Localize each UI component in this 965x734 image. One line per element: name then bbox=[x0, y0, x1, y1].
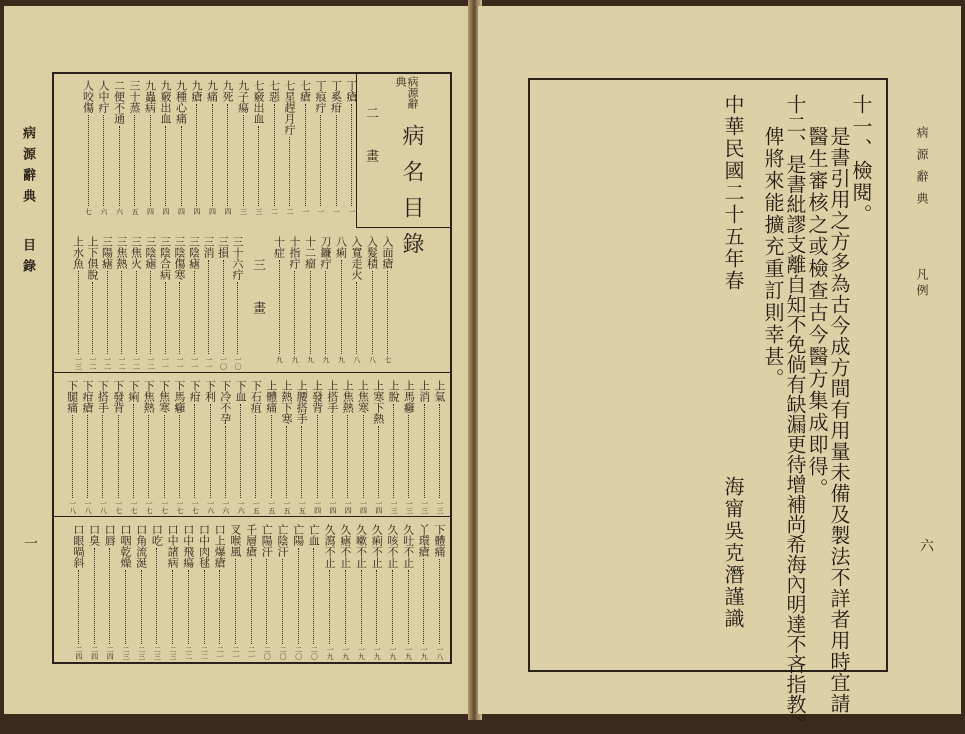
toc-leader-dots bbox=[251, 559, 252, 644]
toc-leader-dots bbox=[227, 104, 228, 206]
toc-page-number: 九 bbox=[337, 356, 346, 363]
toc-page-number: 九 bbox=[275, 356, 284, 363]
toc-page-number: 四 bbox=[208, 208, 217, 215]
toc-page-number: 一六 bbox=[221, 500, 230, 514]
toc-entry: 下疳 bbox=[188, 380, 202, 402]
toc-entry: 上下俱脫 bbox=[86, 236, 99, 280]
left-page bbox=[4, 6, 472, 714]
toc-page-number: 四 bbox=[193, 208, 201, 215]
toc-entry: 下馬癰 bbox=[172, 380, 186, 413]
toc-entry: 三焦火 bbox=[129, 236, 143, 269]
toc-page-number: 一〇 bbox=[234, 356, 242, 370]
toc-page-number: 二二 bbox=[184, 646, 193, 660]
toc-entry: 丁奚疳 bbox=[329, 80, 343, 113]
toc-entry: 口吃 bbox=[150, 524, 164, 546]
toc-page-number: 一三 bbox=[390, 500, 399, 514]
header-large-title: 病名目錄 bbox=[399, 124, 424, 268]
right-margin-title: 病源辭典 bbox=[915, 126, 929, 214]
toc-page-number: 二〇 bbox=[263, 646, 272, 660]
toc-leader-dots bbox=[119, 126, 120, 206]
toc-page-number: 二一 bbox=[216, 646, 225, 660]
toc-entry: 上馬癰 bbox=[402, 380, 416, 413]
toc-entry: 下焦寒 bbox=[157, 380, 171, 413]
toc-entry: 亡陽 bbox=[291, 524, 305, 546]
toc-entry: 三十六疔 bbox=[231, 236, 244, 280]
toc-leader-dots bbox=[439, 404, 440, 498]
toc-entry: 入寬走火 bbox=[350, 236, 363, 280]
right-margin-section: 凡例 bbox=[915, 268, 929, 300]
frame-divider-low bbox=[52, 516, 452, 517]
toc-page-number: 一九 bbox=[373, 646, 382, 660]
toc-page-number: 一五 bbox=[252, 500, 261, 514]
toc-entry: 入面瘡 bbox=[381, 236, 394, 269]
toc-page-number: 一六 bbox=[206, 500, 215, 514]
toc-leader-dots bbox=[439, 559, 440, 644]
toc-entry: 九種心痛 bbox=[174, 80, 188, 124]
toc-page-number: 一 bbox=[348, 208, 356, 215]
toc-entry: 九瘡 bbox=[190, 80, 203, 102]
toc-leader-dots bbox=[376, 570, 377, 644]
toc-page-number: 四 bbox=[177, 208, 186, 215]
toc-page-number: 一二 bbox=[132, 356, 141, 370]
toc-leader-dots bbox=[78, 271, 79, 354]
toc-leader-dots bbox=[392, 570, 393, 644]
toc-page-number: 七 bbox=[384, 356, 392, 363]
toc-entry: 久咳不止 bbox=[385, 524, 399, 568]
toc-page-number: 一九 bbox=[404, 646, 413, 660]
toc-page-number: 一 bbox=[317, 208, 325, 215]
left-margin-section: 目錄 bbox=[20, 238, 35, 280]
toc-leader-dots bbox=[102, 415, 103, 498]
toc-entry: 上水魚 bbox=[71, 236, 85, 269]
toc-leader-dots bbox=[109, 548, 110, 644]
toc-page-number: 一〇 bbox=[219, 356, 228, 370]
toc-leader-dots bbox=[363, 415, 364, 498]
toc-page-number: 二〇 bbox=[294, 646, 303, 660]
toc-page-number: 三 bbox=[255, 208, 263, 215]
toc-entry: 九痛 bbox=[205, 80, 219, 102]
toc-leader-dots bbox=[341, 260, 342, 354]
toc-leader-dots bbox=[271, 415, 272, 498]
toc-entry: 下體痛 bbox=[433, 524, 446, 557]
toc-leader-dots bbox=[424, 404, 425, 498]
toc-entry: 九竅出血 bbox=[159, 80, 172, 124]
toc-leader-dots bbox=[194, 404, 195, 498]
toc-entry: 人中疔 bbox=[97, 80, 110, 113]
toc-page-number: 九 bbox=[306, 356, 315, 363]
toc-leader-dots bbox=[179, 415, 180, 498]
toc-leader-dots bbox=[179, 282, 180, 354]
toc-leader-dots bbox=[225, 426, 226, 498]
toc-page-number: 五 bbox=[131, 208, 139, 215]
toc-leader-dots bbox=[78, 570, 79, 644]
toc-leader-dots bbox=[212, 104, 213, 206]
toc-leader-dots bbox=[266, 559, 267, 644]
toc-page-number: 八 bbox=[353, 356, 361, 363]
toc-page-number: 四 bbox=[162, 208, 170, 215]
signature: 海甯吳克潛謹識 bbox=[721, 476, 745, 630]
toc-entry: 久瘧不止 bbox=[338, 524, 352, 568]
toc-leader-dots bbox=[223, 260, 224, 354]
toc-leader-dots bbox=[235, 559, 236, 644]
toc-entry: 口中諸病 bbox=[166, 524, 180, 568]
toc-leader-dots bbox=[351, 104, 352, 206]
toc-leader-dots bbox=[305, 104, 306, 206]
toc-leader-dots bbox=[219, 570, 220, 644]
toc-entry: 久痢不止 bbox=[370, 524, 384, 568]
toc-entry: 十指疔 bbox=[288, 236, 301, 269]
toc-page-number: 六 bbox=[100, 208, 108, 215]
toc-page-number: 一六 bbox=[237, 500, 246, 514]
toc-leader-dots bbox=[329, 570, 330, 644]
toc-page-number: 二三 bbox=[137, 646, 146, 660]
toc-leader-dots bbox=[320, 115, 321, 206]
stroke-three-label: 三畫 bbox=[250, 258, 265, 344]
toc-leader-dots bbox=[141, 570, 142, 644]
toc-leader-dots bbox=[150, 115, 151, 206]
right-page-number: 六 bbox=[918, 538, 934, 552]
toc-page-number: 一三 bbox=[405, 500, 414, 514]
toc-leader-dots bbox=[210, 404, 211, 498]
toc-entry: 口角流涎 bbox=[134, 524, 148, 568]
toc-leader-dots bbox=[165, 126, 166, 206]
toc-entry: 下搭手 bbox=[96, 380, 110, 413]
toc-entry: 七瘡 bbox=[298, 80, 312, 102]
toc-page-number: 一二 bbox=[147, 356, 155, 370]
toc-leader-dots bbox=[387, 271, 388, 354]
toc-leader-dots bbox=[408, 415, 409, 498]
frame-left bbox=[52, 72, 54, 664]
toc-entry: 口中飛瘍 bbox=[181, 524, 195, 568]
toc-leader-dots bbox=[208, 260, 209, 354]
text-col-6: 中華民國二十五年春 bbox=[721, 94, 745, 292]
toc-entry: 三損 bbox=[216, 236, 230, 258]
toc-entry: 九子瘍 bbox=[236, 80, 250, 113]
toc-page-number: 一一 bbox=[205, 356, 213, 370]
toc-leader-dots bbox=[87, 415, 88, 498]
toc-page-number: 一一 bbox=[176, 356, 184, 370]
toc-leader-dots bbox=[94, 548, 95, 644]
toc-page-number: 四 bbox=[224, 208, 232, 215]
toc-leader-dots bbox=[286, 426, 287, 498]
toc-leader-dots bbox=[237, 282, 238, 354]
toc-entry: 七惡 bbox=[267, 80, 281, 102]
toc-page-number: 一一 bbox=[190, 356, 199, 370]
toc-entry: 九蟲病 bbox=[143, 80, 157, 113]
toc-leader-dots bbox=[279, 260, 280, 354]
toc-page-number: 一四 bbox=[374, 500, 383, 514]
toc-page-number: 一五 bbox=[283, 500, 291, 514]
toc-leader-dots bbox=[165, 282, 166, 354]
toc-entry: 口眼喎斜 bbox=[71, 524, 85, 568]
toc-entry: 七星趕月疔 bbox=[283, 80, 296, 135]
toc-page-number: 二 bbox=[270, 208, 279, 215]
toc-entry: 下冷不孕 bbox=[218, 380, 232, 424]
toc-page-number: 一四 bbox=[359, 500, 368, 514]
toc-page-number: 一八 bbox=[436, 646, 444, 660]
right-frame-right bbox=[886, 78, 888, 672]
toc-leader-dots bbox=[72, 415, 73, 498]
toc-page-number: 二三 bbox=[153, 646, 162, 660]
toc-leader-dots bbox=[243, 115, 244, 206]
left-margin-title: 病源辭典 bbox=[20, 126, 35, 210]
toc-leader-dots bbox=[294, 271, 295, 354]
toc-entry: 二便不通 bbox=[112, 80, 126, 124]
toc-entry: 上搭手 bbox=[325, 380, 339, 413]
toc-page-number: 一三 bbox=[74, 356, 83, 370]
toc-page-number: 一五 bbox=[298, 500, 307, 514]
toc-page-number: 一八 bbox=[99, 500, 108, 514]
toc-page-number: 二三 bbox=[122, 646, 130, 660]
toc-entry: 三陰傷寒 bbox=[173, 236, 186, 280]
toc-entry: 三陰瘧 bbox=[144, 236, 157, 269]
toc-page-number: 八 bbox=[368, 356, 377, 363]
toc-entry: 亡陰汗 bbox=[276, 524, 289, 557]
toc-entry: 上脫 bbox=[387, 380, 401, 402]
toc-page-number: 二三 bbox=[169, 646, 178, 660]
toc-leader-dots bbox=[345, 570, 346, 644]
toc-page-number: 一 bbox=[332, 208, 341, 215]
toc-leader-dots bbox=[172, 570, 173, 644]
text-col-1: 十一、檢閱。 bbox=[849, 94, 873, 226]
toc-page-number: 一七 bbox=[160, 500, 169, 514]
toc-leader-dots bbox=[181, 126, 182, 206]
toc-entry: 上寒下熱 bbox=[371, 380, 385, 424]
frame-right bbox=[450, 72, 452, 664]
toc-entry: 三消 bbox=[202, 236, 215, 258]
toc-page-number: 一五 bbox=[267, 500, 276, 514]
right-frame-left bbox=[528, 78, 530, 672]
toc-leader-dots bbox=[282, 559, 283, 644]
toc-entry: 七竅出血 bbox=[252, 80, 265, 124]
toc-entry: 上消 bbox=[417, 380, 431, 402]
toc-leader-dots bbox=[255, 415, 256, 498]
toc-leader-dots bbox=[148, 415, 149, 498]
toc-leader-dots bbox=[336, 115, 337, 206]
toc-entry: 下發背 bbox=[111, 380, 125, 413]
toc-entry: 叉喉風 bbox=[228, 524, 242, 557]
toc-page-number: 一八 bbox=[68, 500, 77, 514]
toc-leader-dots bbox=[317, 415, 318, 498]
toc-entry: 刀鐮疔 bbox=[319, 236, 332, 269]
toc-entry: 上發背 bbox=[310, 380, 324, 413]
toc-page-number: 一九 bbox=[341, 646, 350, 660]
toc-entry: 三十蒸 bbox=[128, 80, 141, 113]
toc-entry: 下利 bbox=[203, 380, 217, 402]
toc-entry: 久吐不止 bbox=[401, 524, 415, 568]
toc-entry: 下疳瘡 bbox=[81, 380, 95, 413]
toc-entry: 丁瘡 bbox=[345, 80, 358, 102]
toc-entry: 丁痕疔 bbox=[314, 80, 327, 113]
toc-page-number: 一三 bbox=[420, 500, 429, 514]
toc-page-number: 一九 bbox=[357, 646, 366, 660]
toc-entry: 上焦寒 bbox=[356, 380, 370, 413]
toc-page-number: 一九 bbox=[420, 646, 429, 660]
toc-entry: 千層瘡 bbox=[244, 524, 258, 557]
toc-entry: 口臭 bbox=[87, 524, 101, 546]
toc-leader-dots bbox=[423, 559, 424, 644]
toc-page-number: 二二 bbox=[200, 646, 209, 660]
toc-leader-dots bbox=[136, 271, 137, 354]
toc-entry: 下石疽 bbox=[249, 380, 263, 413]
toc-page-number: 二四 bbox=[106, 646, 115, 660]
toc-page-number: 二一 bbox=[231, 646, 240, 660]
toc-leader-dots bbox=[118, 415, 119, 498]
frame-divider-mid bbox=[52, 372, 452, 373]
toc-entry: 三陰合病 bbox=[158, 236, 172, 280]
toc-page-number: 一一 bbox=[161, 356, 170, 370]
toc-entry: 上腰搭手 bbox=[295, 380, 309, 424]
toc-page-number: 一七 bbox=[145, 500, 154, 514]
frame-top bbox=[52, 72, 452, 74]
stroke-two-label: 二畫 bbox=[363, 106, 378, 192]
toc-leader-dots bbox=[164, 415, 165, 498]
toc-page-number: 一七 bbox=[114, 500, 123, 514]
toc-entry: 三焦熱 bbox=[115, 236, 128, 269]
toc-leader-dots bbox=[194, 271, 195, 354]
toc-leader-dots bbox=[408, 570, 409, 644]
toc-leader-dots bbox=[313, 548, 314, 644]
toc-leader-dots bbox=[107, 271, 108, 354]
toc-leader-dots bbox=[240, 404, 241, 498]
toc-leader-dots bbox=[325, 271, 326, 354]
toc-leader-dots bbox=[156, 548, 157, 644]
toc-page-number: 一 bbox=[301, 208, 310, 215]
toc-page-number: 九 bbox=[291, 356, 299, 363]
toc-leader-dots bbox=[103, 115, 104, 206]
frame-bottom bbox=[52, 662, 452, 664]
toc-entry: 十二瘤 bbox=[303, 236, 317, 269]
toc-leader-dots bbox=[393, 404, 394, 498]
toc-leader-dots bbox=[125, 570, 126, 644]
toc-leader-dots bbox=[204, 570, 205, 644]
text-col-4: 十二、是書紕謬支離自知不免倘有缺漏更待增補尚希海內明達不吝指教。 bbox=[783, 94, 807, 734]
toc-page-number: 二四 bbox=[74, 646, 83, 660]
toc-leader-dots bbox=[88, 115, 89, 206]
toc-entry: 上體痛 bbox=[264, 380, 278, 413]
right-frame-top bbox=[528, 78, 888, 80]
toc-entry: 入髮積 bbox=[365, 236, 379, 269]
toc-page-number: 二〇 bbox=[279, 646, 287, 660]
toc-leader-dots bbox=[92, 282, 93, 354]
toc-page-number: 二四 bbox=[90, 646, 99, 660]
toc-entry: 下血 bbox=[234, 380, 248, 402]
header-small-title: 病源辭典 bbox=[394, 76, 419, 109]
toc-page-number: 一七 bbox=[175, 500, 184, 514]
toc-entry: 亡血 bbox=[307, 524, 321, 546]
toc-leader-dots bbox=[347, 415, 348, 498]
toc-page-number: 四 bbox=[146, 208, 155, 215]
toc-leader-dots bbox=[378, 426, 379, 498]
toc-leader-dots bbox=[361, 570, 362, 644]
toc-entry: 九死 bbox=[221, 80, 234, 102]
toc-entry: 下焦熱 bbox=[142, 380, 156, 413]
toc-page-number: 二 bbox=[286, 208, 294, 215]
toc-entry: 口咽乾燥 bbox=[119, 524, 132, 568]
toc-page-number: 一二 bbox=[103, 356, 112, 370]
toc-page-number: 二一 bbox=[247, 646, 256, 660]
toc-page-number: 一四 bbox=[328, 500, 337, 514]
toc-page-number: 一七 bbox=[191, 500, 200, 514]
toc-leader-dots bbox=[134, 115, 135, 206]
toc-entry: 亡陽汗 bbox=[260, 524, 274, 557]
toc-entry: 下痢 bbox=[127, 380, 140, 402]
toc-leader-dots bbox=[150, 271, 151, 354]
toc-page-number: 一七 bbox=[130, 500, 138, 514]
toc-page-number: 七 bbox=[84, 208, 93, 215]
toc-leader-dots bbox=[298, 548, 299, 644]
toc-page-number: 九 bbox=[322, 356, 330, 363]
toc-leader-dots bbox=[258, 126, 259, 206]
toc-page-number: 一三 bbox=[436, 500, 444, 514]
toc-entry: 十症 bbox=[272, 236, 286, 258]
text-col-3: 醫生審核之或檢查古今醫方集成即得。 bbox=[805, 126, 829, 500]
toc-leader-dots bbox=[301, 426, 302, 498]
text-col-2: 是書引用之方多為古今成方間有用量未備及製法不詳者用時宜請 bbox=[827, 126, 851, 714]
toc-entry: 丫環瘡 bbox=[417, 524, 431, 557]
toc-entry: 口上爆瘡 bbox=[213, 524, 227, 568]
toc-entry: 三陰瘧 bbox=[187, 236, 201, 269]
toc-page-number: 六 bbox=[115, 208, 124, 215]
toc-page-number: 一九 bbox=[388, 646, 397, 660]
toc-page-number: 一八 bbox=[84, 500, 93, 514]
toc-entry: 八痢 bbox=[334, 236, 348, 258]
text-col-5: 俾將來能擴充重訂則幸甚。 bbox=[761, 126, 785, 390]
toc-leader-dots bbox=[332, 415, 333, 498]
toc-leader-dots bbox=[133, 404, 134, 498]
toc-page-number: 一四 bbox=[313, 500, 322, 514]
toc-leader-dots bbox=[289, 137, 290, 206]
toc-entry: 久嗽不止 bbox=[354, 524, 368, 568]
right-page bbox=[478, 6, 961, 734]
left-page-number: 一 bbox=[22, 536, 38, 550]
toc-page-number: 二〇 bbox=[310, 646, 319, 660]
toc-leader-dots bbox=[356, 282, 357, 354]
toc-page-number: 三 bbox=[239, 208, 248, 215]
toc-page-number: 一九 bbox=[326, 646, 335, 660]
toc-leader-dots bbox=[310, 271, 311, 354]
toc-entry: 下腿痛 bbox=[65, 380, 79, 413]
toc-page-number: 一四 bbox=[344, 500, 353, 514]
toc-leader-dots bbox=[188, 570, 189, 644]
toc-entry: 上氣 bbox=[433, 380, 446, 402]
toc-leader-dots bbox=[274, 104, 275, 206]
toc-entry: 上熱下寒 bbox=[280, 380, 293, 424]
toc-entry: 三陽瘧 bbox=[100, 236, 114, 269]
toc-entry: 口中肉毬 bbox=[197, 524, 211, 568]
toc-entry: 上焦熱 bbox=[341, 380, 355, 413]
toc-entry: 人咬傷 bbox=[81, 80, 95, 113]
toc-entry: 久瀉不止 bbox=[323, 524, 337, 568]
toc-page-number: 一二 bbox=[89, 356, 97, 370]
toc-leader-dots bbox=[196, 104, 197, 206]
toc-leader-dots bbox=[372, 271, 373, 354]
toc-entry: 口唇 bbox=[103, 524, 117, 546]
toc-leader-dots bbox=[121, 271, 122, 354]
toc-page-number: 一二 bbox=[118, 356, 126, 370]
